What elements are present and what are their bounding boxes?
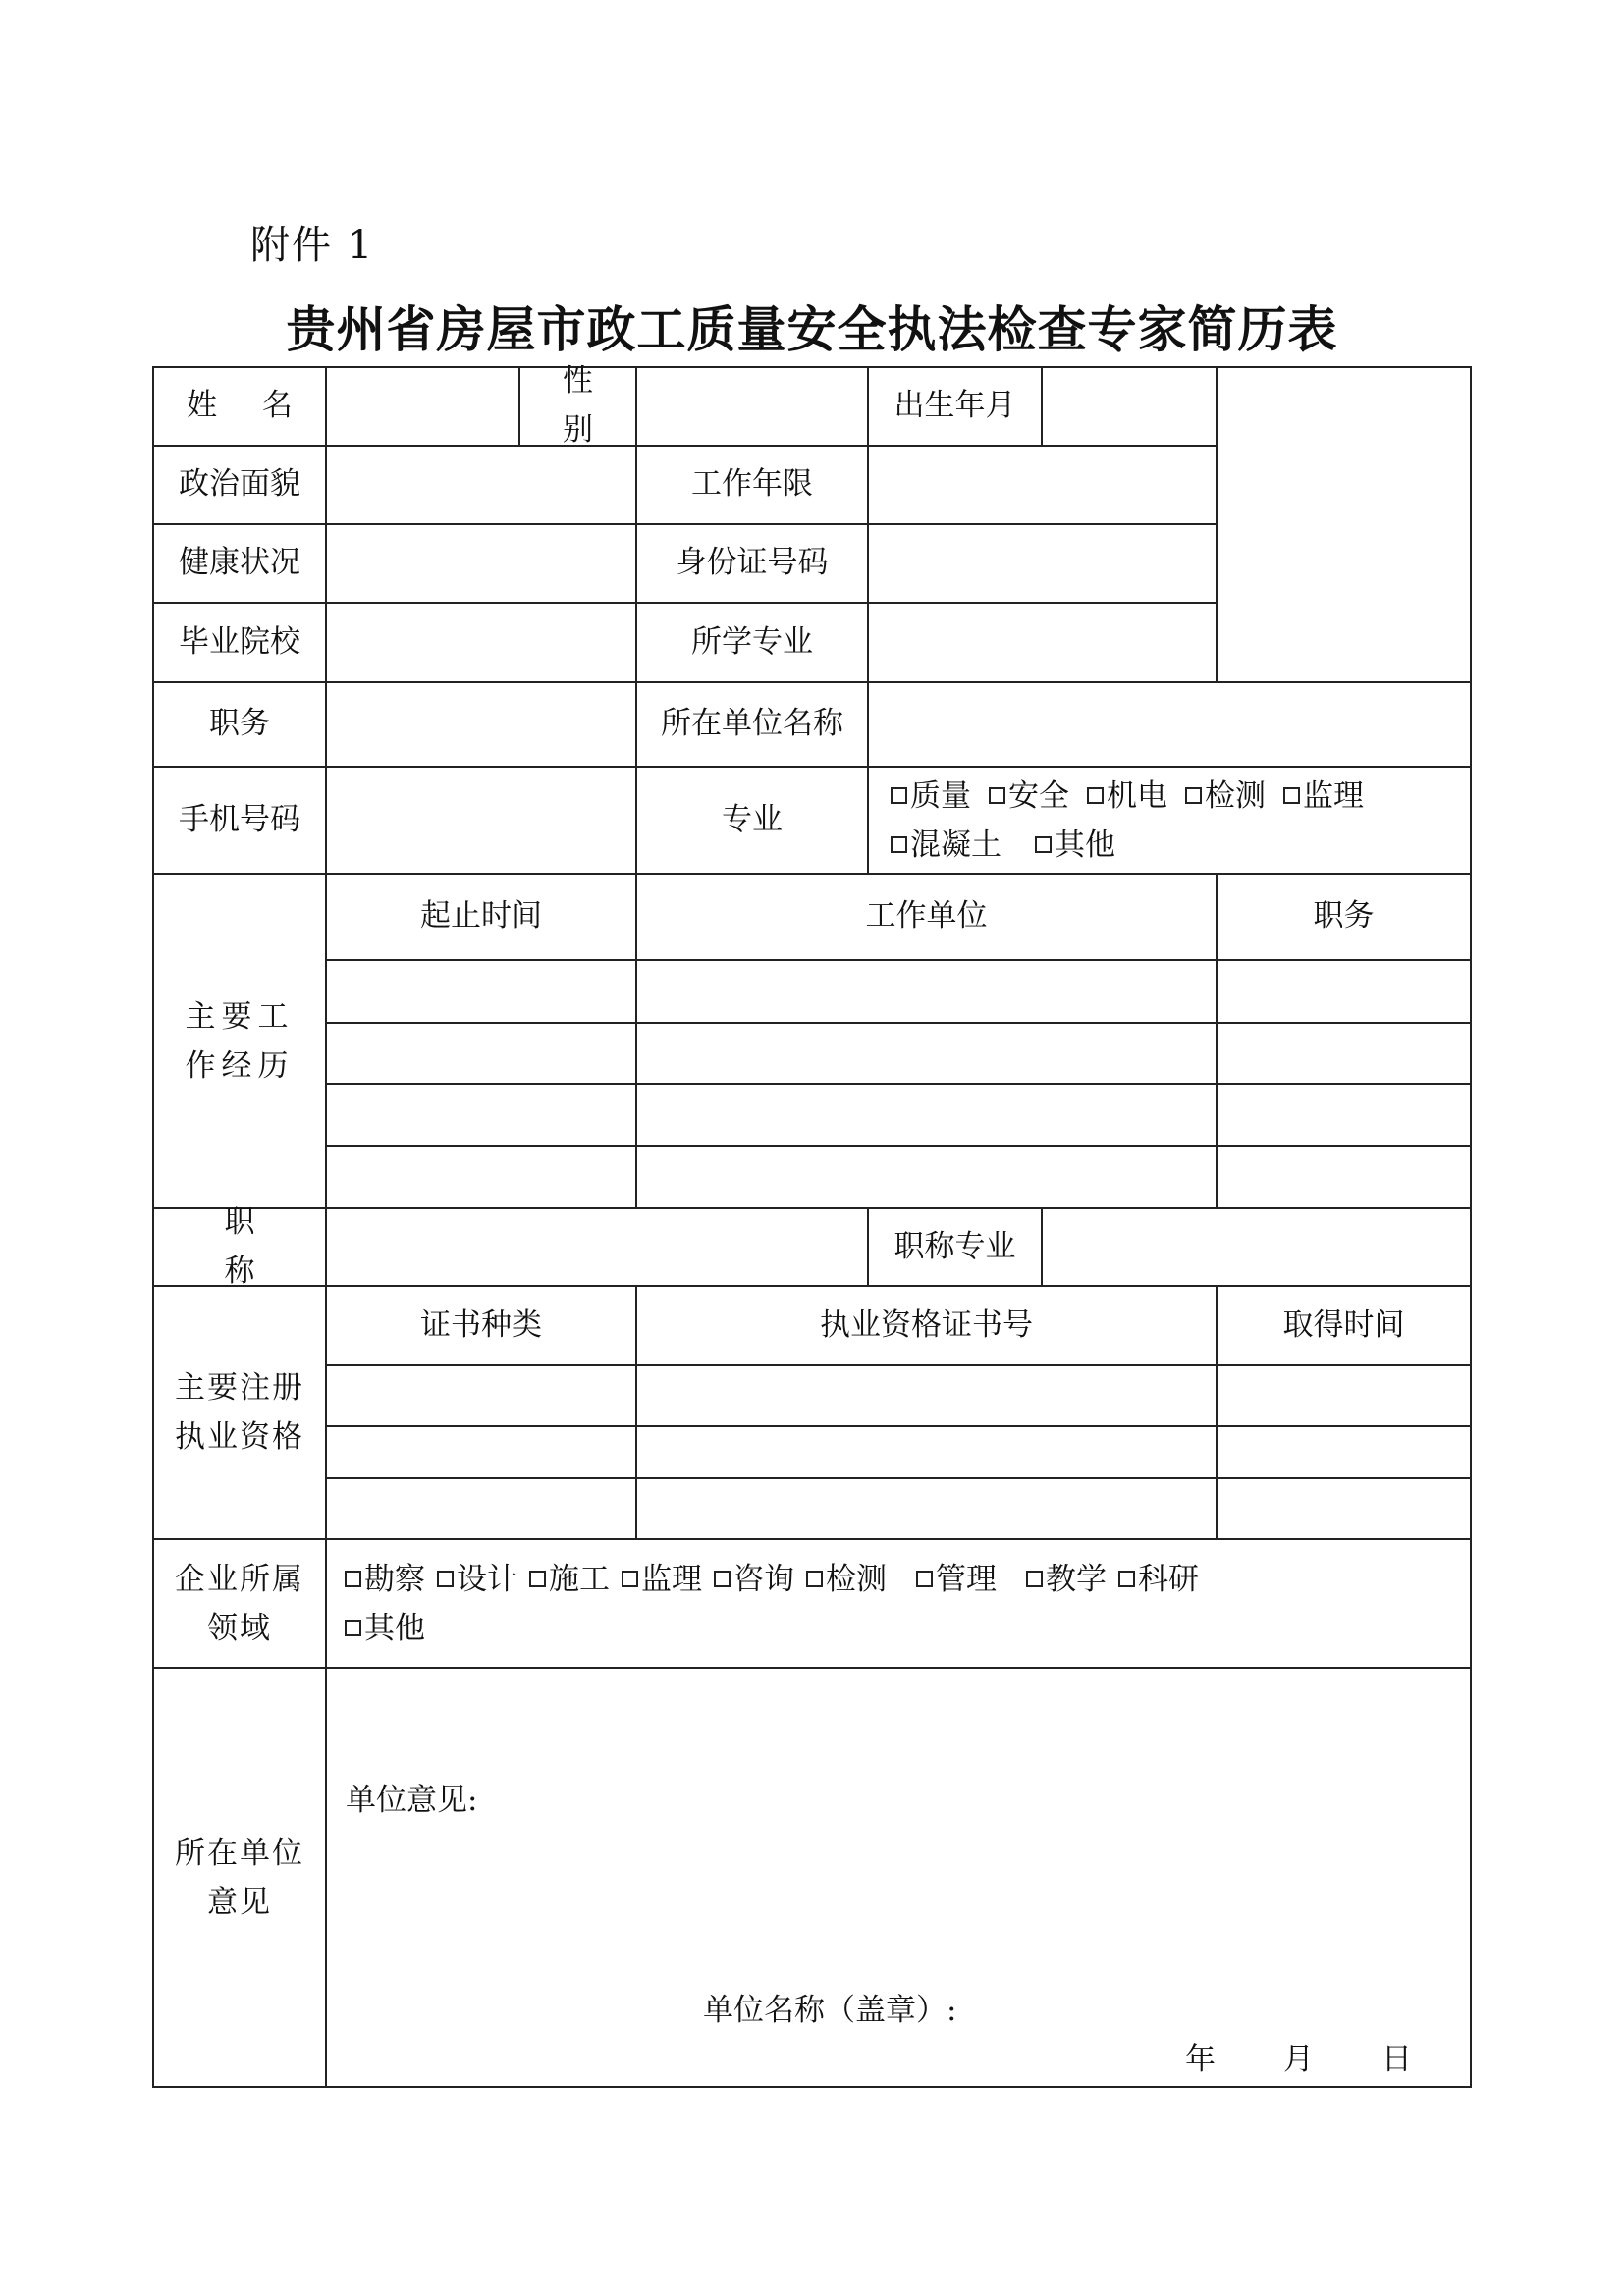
title-major-field[interactable]: [1041, 1207, 1472, 1287]
specialty-option-safety[interactable]: 安全: [989, 778, 1069, 814]
checkbox-icon[interactable]: [1283, 787, 1300, 804]
specialty-label: 专业: [635, 766, 869, 875]
work-row-4-period[interactable]: [325, 1145, 637, 1209]
political-label: 政治面貌: [152, 445, 327, 525]
work-row-4-employer[interactable]: [635, 1145, 1218, 1209]
checkbox-icon[interactable]: [1185, 787, 1202, 804]
school-label: 毕业院校: [152, 602, 327, 683]
checkbox-icon[interactable]: [345, 1620, 361, 1636]
major-label: 所学专业: [635, 602, 869, 683]
reg-row-2-date[interactable]: [1216, 1425, 1472, 1479]
reg-row-3-number[interactable]: [635, 1477, 1218, 1540]
domain-option-management[interactable]: 管理: [916, 1562, 997, 1597]
page-title: 贵州省房屋市政工质量安全执法检查专家简历表: [286, 300, 1338, 358]
reg-row-1-type[interactable]: [325, 1364, 637, 1427]
seal-label: 单位名称（盖章）:: [703, 1993, 957, 2028]
checkbox-icon[interactable]: [437, 1571, 454, 1587]
political-field[interactable]: [325, 445, 637, 525]
domain-option-testing[interactable]: 检测: [806, 1562, 887, 1597]
health-field[interactable]: [325, 523, 637, 604]
work-row-1-employer[interactable]: [635, 959, 1218, 1024]
work-col-period: 起止时间: [325, 873, 637, 961]
id-field[interactable]: [867, 523, 1218, 604]
specialty-option-testing[interactable]: 检测: [1185, 778, 1266, 814]
checkbox-icon[interactable]: [891, 787, 907, 804]
work-history-label: 主要工作经历: [152, 873, 327, 1209]
domain-label: 企业所属领域: [152, 1538, 327, 1669]
work-row-1-position[interactable]: [1216, 959, 1472, 1024]
date-day-label: 日: [1381, 2042, 1412, 2077]
reg-row-1-number[interactable]: [635, 1364, 1218, 1427]
opinion-label: 单位意见:: [346, 1783, 478, 1818]
checkbox-icon[interactable]: [1087, 787, 1104, 804]
position-label: 职务: [152, 681, 327, 768]
gender-field[interactable]: [635, 366, 869, 447]
phone-label: 手机号码: [152, 766, 327, 875]
reg-row-2-number[interactable]: [635, 1425, 1218, 1479]
reg-row-1-date[interactable]: [1216, 1364, 1472, 1427]
work-years-label: 工作年限: [635, 445, 869, 525]
title-major-label: 职称专业: [867, 1207, 1043, 1287]
phone-field[interactable]: [325, 766, 637, 875]
photo-area[interactable]: [1216, 366, 1472, 683]
title-field[interactable]: [325, 1207, 869, 1287]
date-year-label: 年: [1185, 2042, 1216, 2077]
date-month-label: 月: [1283, 2042, 1314, 2077]
domain-option-research[interactable]: 科研: [1118, 1562, 1199, 1597]
registration-label: 主要注册执业资格: [152, 1285, 327, 1540]
opinion-section-label: 所在单位意见: [152, 1667, 327, 2088]
work-col-position: 职务: [1216, 873, 1472, 961]
specialty-option-quality[interactable]: 质量: [891, 778, 971, 814]
specialty-option-supervision[interactable]: 监理: [1283, 778, 1364, 814]
name-field[interactable]: [325, 366, 520, 447]
birth-field[interactable]: [1041, 366, 1218, 447]
work-row-2-period[interactable]: [325, 1022, 637, 1085]
birth-label: 出生年月: [867, 366, 1043, 447]
checkbox-icon[interactable]: [529, 1571, 546, 1587]
specialty-option-other[interactable]: 其他: [1035, 828, 1115, 863]
checkbox-icon[interactable]: [345, 1571, 361, 1587]
domain-option-teaching[interactable]: 教学: [1026, 1562, 1107, 1597]
checkbox-icon[interactable]: [1035, 836, 1052, 853]
domain-option-survey[interactable]: 勘察: [345, 1562, 425, 1597]
employer-field[interactable]: [867, 681, 1472, 768]
employer-label: 所在单位名称: [635, 681, 869, 768]
work-row-3-position[interactable]: [1216, 1083, 1472, 1147]
title-label: 职 称: [152, 1207, 327, 1287]
reg-row-3-date[interactable]: [1216, 1477, 1472, 1540]
work-years-field[interactable]: [867, 445, 1218, 525]
work-row-2-employer[interactable]: [635, 1022, 1218, 1085]
domain-option-consulting[interactable]: 咨询: [714, 1562, 794, 1597]
attachment-label: 附件 1: [250, 223, 375, 268]
work-col-employer: 工作单位: [635, 873, 1218, 961]
major-field[interactable]: [867, 602, 1218, 683]
work-row-1-period[interactable]: [325, 959, 637, 1024]
domain-option-construction[interactable]: 施工: [529, 1562, 610, 1597]
domain-option-other[interactable]: 其他: [345, 1611, 425, 1646]
specialty-option-electromechanical[interactable]: 机电: [1087, 778, 1167, 814]
work-row-4-position[interactable]: [1216, 1145, 1472, 1209]
checkbox-icon[interactable]: [989, 787, 1005, 804]
work-row-2-position[interactable]: [1216, 1022, 1472, 1085]
specialty-option-concrete[interactable]: 混凝土: [891, 828, 1001, 863]
id-label: 身份证号码: [635, 523, 869, 604]
name-label: 姓 名: [152, 366, 327, 447]
reg-col-date: 取得时间: [1216, 1285, 1472, 1366]
checkbox-icon[interactable]: [916, 1571, 933, 1587]
reg-row-2-type[interactable]: [325, 1425, 637, 1479]
work-row-3-employer[interactable]: [635, 1083, 1218, 1147]
checkbox-icon[interactable]: [891, 836, 907, 853]
checkbox-icon[interactable]: [1026, 1571, 1043, 1587]
position-field[interactable]: [325, 681, 637, 768]
school-field[interactable]: [325, 602, 637, 683]
checkbox-icon[interactable]: [1118, 1571, 1135, 1587]
domain-options: [325, 1538, 1472, 1669]
checkbox-icon[interactable]: [622, 1571, 638, 1587]
health-label: 健康状况: [152, 523, 327, 604]
specialty-options: [867, 766, 1472, 875]
reg-col-number: 执业资格证书号: [635, 1285, 1218, 1366]
work-row-3-period[interactable]: [325, 1083, 637, 1147]
domain-option-design[interactable]: 设计: [437, 1562, 517, 1597]
checkbox-icon[interactable]: [714, 1571, 731, 1587]
reg-col-type: 证书种类: [325, 1285, 637, 1366]
reg-row-3-type[interactable]: [325, 1477, 637, 1540]
checkbox-icon[interactable]: [806, 1571, 823, 1587]
gender-label: 性 别: [518, 366, 637, 447]
domain-option-supervision[interactable]: 监理: [622, 1562, 702, 1597]
